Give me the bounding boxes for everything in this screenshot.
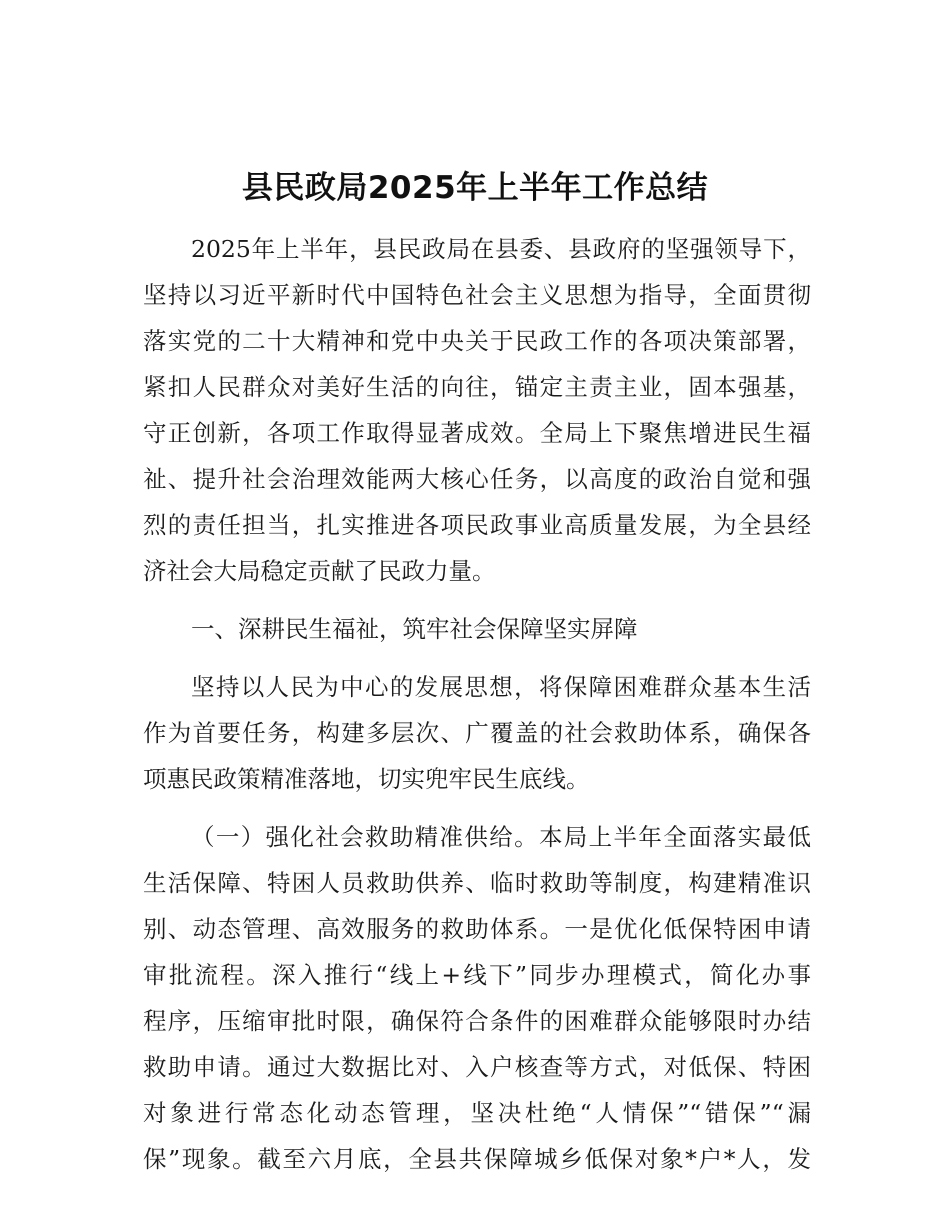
intro-paragraph [143,226,811,594]
paragraph-line: 生活保障、特困人员救助供养、临时救助等制度，构建精准识 [143,869,811,897]
paragraph-line: 济社会大局稳定贡献了民政力量。 [143,557,496,585]
section-heading: 一、深耕民生福祉，筑牢社会保障坚实屏障 [191,615,638,643]
paragraph-line: 救助申请。通过大数据比对、入户核查等方式，对低保、特困 [143,1053,811,1081]
paragraph-line: 程序，压缩审批时限，确保符合条件的困难群众能够限时办结 [143,1007,811,1035]
paragraph-line: 祉、提升社会治理效能两大核心任务，以高度的政治自觉和强 [143,465,811,493]
paragraph-line: 坚持以习近平新时代中国特色社会主义思想为指导，全面贯彻 [143,281,811,309]
paragraph-line: 审批流程。深入推行“线上+线下”同步办理模式，简化办事 [143,961,811,989]
paragraph-line: 对象进行常态化动态管理，坚决杜绝“人情保”“错保”“漏 [143,1099,811,1127]
document-title: 县民政局2025年上半年工作总结 [241,170,709,206]
section-paragraph [143,664,811,802]
paragraph-line: 作为首要任务，构建多层次、广覆盖的社会救助体系，确保各 [143,719,811,747]
paragraph-line: 烈的责任担当，扎实推进各项民政事业高质量发展，为全县经 [143,511,811,539]
paragraph-line: （一）强化社会救助精准供给。本局上半年全面落实最低 [191,823,811,851]
paragraph-line: 守正创新，各项工作取得显著成效。全局上下聚焦增进民生福 [143,419,811,447]
paragraph-line: 2025年上半年，县民政局在县委、县政府的坚强领导下， [191,235,811,263]
paragraph-line: 项惠民政策精准落地，切实兜牢民生底线。 [143,765,590,793]
subsection-paragraph [143,814,811,1182]
document-body [143,226,811,1182]
paragraph-line: 坚持以人民为中心的发展思想，将保障困难群众基本生活 [191,673,811,701]
paragraph-line: 落实党的二十大精神和党中央关于民政工作的各项决策部署， [143,327,811,355]
paragraph-line: 别、动态管理、高效服务的救助体系。一是优化低保特困申请 [143,915,811,943]
paragraph-line: 保”现象。截至六月底，全县共保障城乡低保对象*户*人，发 [143,1145,811,1173]
paragraph-line: 紧扣人民群众对美好生活的向往，锚定主责主业，固本强基， [143,373,811,401]
